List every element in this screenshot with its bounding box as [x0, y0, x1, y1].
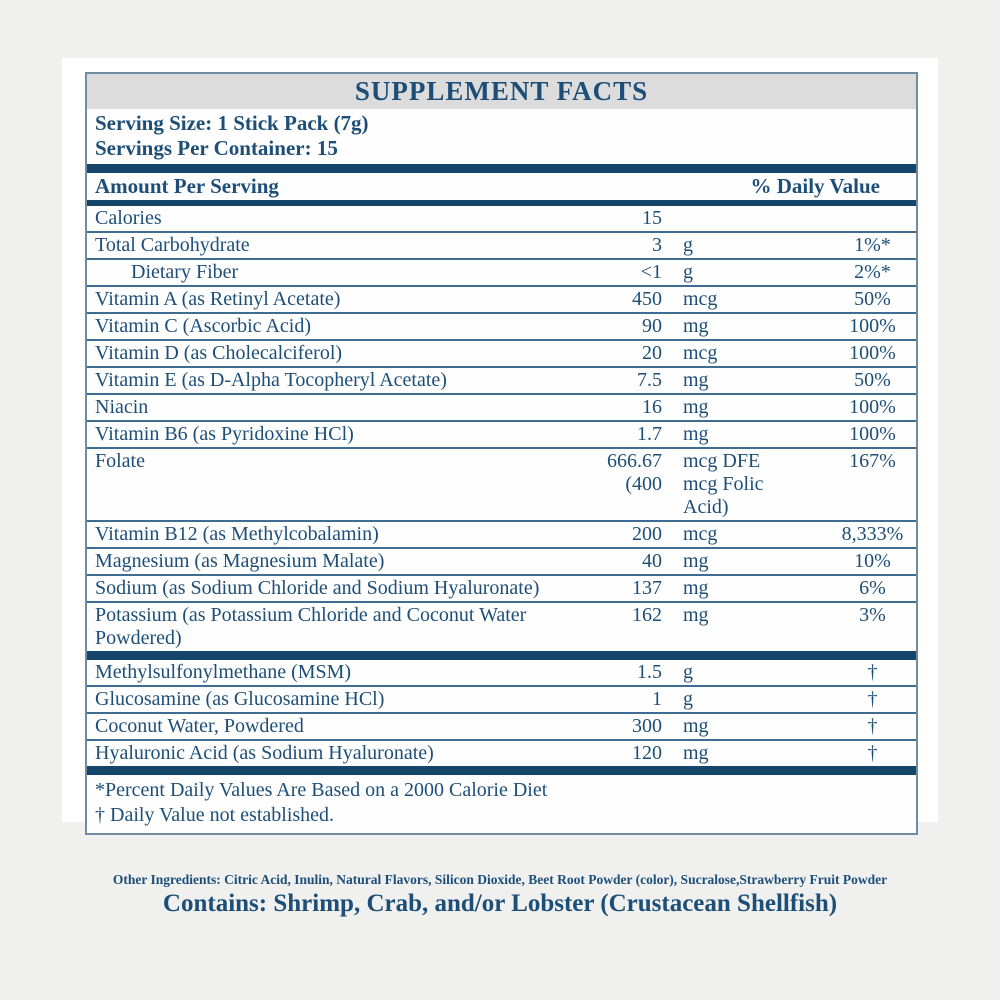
nutrient-unit: mg	[683, 396, 709, 418]
nutrient-unit: g	[683, 234, 693, 256]
serving-info	[87, 109, 916, 164]
daily-value-header: % Daily Value	[750, 174, 880, 198]
nutrient-unit: g	[683, 688, 693, 710]
nutrient-amount: 1.7	[637, 423, 662, 445]
nutrient-name: Hyaluronic Acid (as Sodium Hyaluronate)	[95, 742, 434, 764]
table-row	[87, 206, 916, 231]
nutrient-name: Vitamin B12 (as Methylcobalamin)	[95, 523, 379, 545]
rows-primary	[87, 206, 916, 651]
nutrient-name: Methylsulfonylmethane (MSM)	[95, 661, 352, 683]
servings-per-container: Servings Per Container: 15	[95, 136, 338, 160]
table-row	[87, 312, 916, 339]
nutrient-unit: g	[683, 661, 693, 683]
nutrient-amount: <1	[640, 261, 662, 283]
table-row	[87, 339, 916, 366]
nutrient-daily-value: 100%	[849, 396, 896, 418]
nutrient-name: Glucosamine (as Glucosamine HCl)	[95, 688, 385, 710]
nutrient-unit: mcg DFE mcg Folic Acid)	[683, 450, 764, 518]
table-row	[87, 285, 916, 312]
table-row	[87, 231, 916, 258]
nutrient-name: Magnesium (as Magnesium Malate)	[95, 550, 385, 572]
table-row	[87, 574, 916, 601]
nutrient-unit: mcg	[683, 288, 718, 310]
divider-thick	[87, 164, 916, 173]
nutrient-name: Vitamin C (Ascorbic Acid)	[95, 315, 311, 337]
nutrient-daily-value: 1%*	[854, 234, 891, 256]
divider-thick	[87, 651, 916, 660]
nutrient-unit: mg	[683, 369, 709, 391]
table-header	[87, 173, 916, 200]
other-ingredients: Other Ingredients: Citric Acid, Inulin, Natural Flavors, Silicon Dioxide, Beet Root Powder (color), Sucralose,Strawberry Fruit Powder	[112, 872, 888, 887]
nutrient-daily-value: 8,333%	[841, 523, 904, 545]
nutrient-unit: mg	[683, 604, 709, 626]
nutrient-amount: 200	[632, 523, 662, 545]
table-row	[87, 685, 916, 712]
table-row	[87, 393, 916, 420]
nutrient-daily-value: 6%	[859, 577, 886, 599]
nutrient-amount: 7.5	[637, 369, 662, 391]
nutrient-amount: 1	[652, 688, 662, 710]
nutrient-name: Dietary Fiber	[131, 261, 239, 283]
nutrient-unit: g	[683, 261, 693, 283]
nutrient-unit: mg	[683, 742, 709, 764]
table-row	[87, 420, 916, 447]
nutrient-amount: 162	[632, 604, 662, 626]
nutrient-amount: 450	[632, 288, 662, 310]
table-row	[87, 712, 916, 739]
nutrient-daily-value: 100%	[849, 342, 896, 364]
nutrient-daily-value: †	[867, 661, 878, 683]
nutrient-amount: 40	[642, 550, 662, 572]
nutrient-unit: mg	[683, 550, 709, 572]
table-row	[87, 447, 916, 520]
nutrient-daily-value: 3%	[859, 604, 886, 626]
nutrient-amount: 137	[632, 577, 662, 599]
serving-size: Serving Size: 1 Stick Pack (7g)	[95, 111, 369, 135]
amount-per-serving-header: Amount Per Serving	[95, 174, 279, 198]
nutrient-name: Total Carbohydrate	[95, 234, 250, 256]
nutrient-amount: 15	[642, 207, 662, 229]
nutrient-name: Niacin	[95, 396, 149, 418]
footnote-dagger: † Daily Value not established.	[95, 804, 335, 826]
nutrient-name: Calories	[95, 207, 162, 229]
nutrient-amount: 120	[632, 742, 662, 764]
footer-text	[0, 872, 1000, 919]
nutrient-amount: 20	[642, 342, 662, 364]
rows-secondary	[87, 660, 916, 766]
nutrient-amount: 90	[642, 315, 662, 337]
allergen-contains: Contains: Shrimp, Crab, and/or Lobster (Crustacean Shellfish)	[162, 890, 838, 917]
divider-thick	[87, 766, 916, 775]
nutrient-daily-value: 10%	[854, 550, 891, 572]
nutrient-name: Vitamin A (as Retinyl Acetate)	[95, 288, 341, 310]
nutrient-name: Folate	[95, 450, 145, 472]
nutrient-name: Potassium (as Potassium Chloride and Coconut Water Powdered)	[95, 604, 527, 649]
nutrient-unit: mcg	[683, 523, 718, 545]
nutrient-daily-value: 2%*	[854, 261, 891, 283]
table-row	[87, 660, 916, 685]
table-row	[87, 601, 916, 651]
table-row	[87, 547, 916, 574]
table-row	[87, 366, 916, 393]
nutrient-unit: mcg	[683, 342, 718, 364]
nutrient-daily-value: 50%	[854, 288, 891, 310]
footnotes	[87, 775, 916, 833]
nutrient-daily-value: 50%	[854, 369, 891, 391]
nutrient-unit: mg	[683, 577, 709, 599]
nutrient-name: Vitamin B6 (as Pyridoxine HCl)	[95, 423, 354, 445]
supplement-facts-panel	[85, 72, 918, 835]
nutrient-name: Vitamin E (as D-Alpha Tocopheryl Acetate)	[95, 369, 447, 391]
nutrient-amount: 300	[632, 715, 662, 737]
nutrient-unit: mg	[683, 315, 709, 337]
nutrient-daily-value: 100%	[849, 315, 896, 337]
nutrient-amount: 666.67 (400	[607, 450, 662, 495]
nutrient-amount: 3	[652, 234, 662, 256]
nutrient-unit: mg	[683, 423, 709, 445]
nutrient-daily-value: †	[867, 715, 878, 737]
label-card	[62, 58, 938, 826]
table-row	[87, 258, 916, 285]
table-row	[87, 520, 916, 547]
footnote-daily-values: *Percent Daily Values Are Based on a 2000 Calorie Diet	[95, 779, 548, 801]
table-row	[87, 739, 916, 766]
nutrient-daily-value: †	[867, 742, 878, 764]
nutrient-unit: mg	[683, 715, 709, 737]
nutrient-daily-value: 167%	[849, 450, 896, 472]
nutrient-name: Vitamin D (as Cholecalciferol)	[95, 342, 343, 364]
nutrient-daily-value: 100%	[849, 423, 896, 445]
nutrient-amount: 16	[642, 396, 662, 418]
nutrient-name: Coconut Water, Powdered	[95, 715, 304, 737]
nutrient-amount: 1.5	[637, 661, 662, 683]
nutrient-name: Sodium (as Sodium Chloride and Sodium Hyaluronate)	[95, 577, 540, 599]
nutrient-daily-value: †	[867, 688, 878, 710]
panel-title: SUPPLEMENT FACTS	[87, 74, 916, 109]
